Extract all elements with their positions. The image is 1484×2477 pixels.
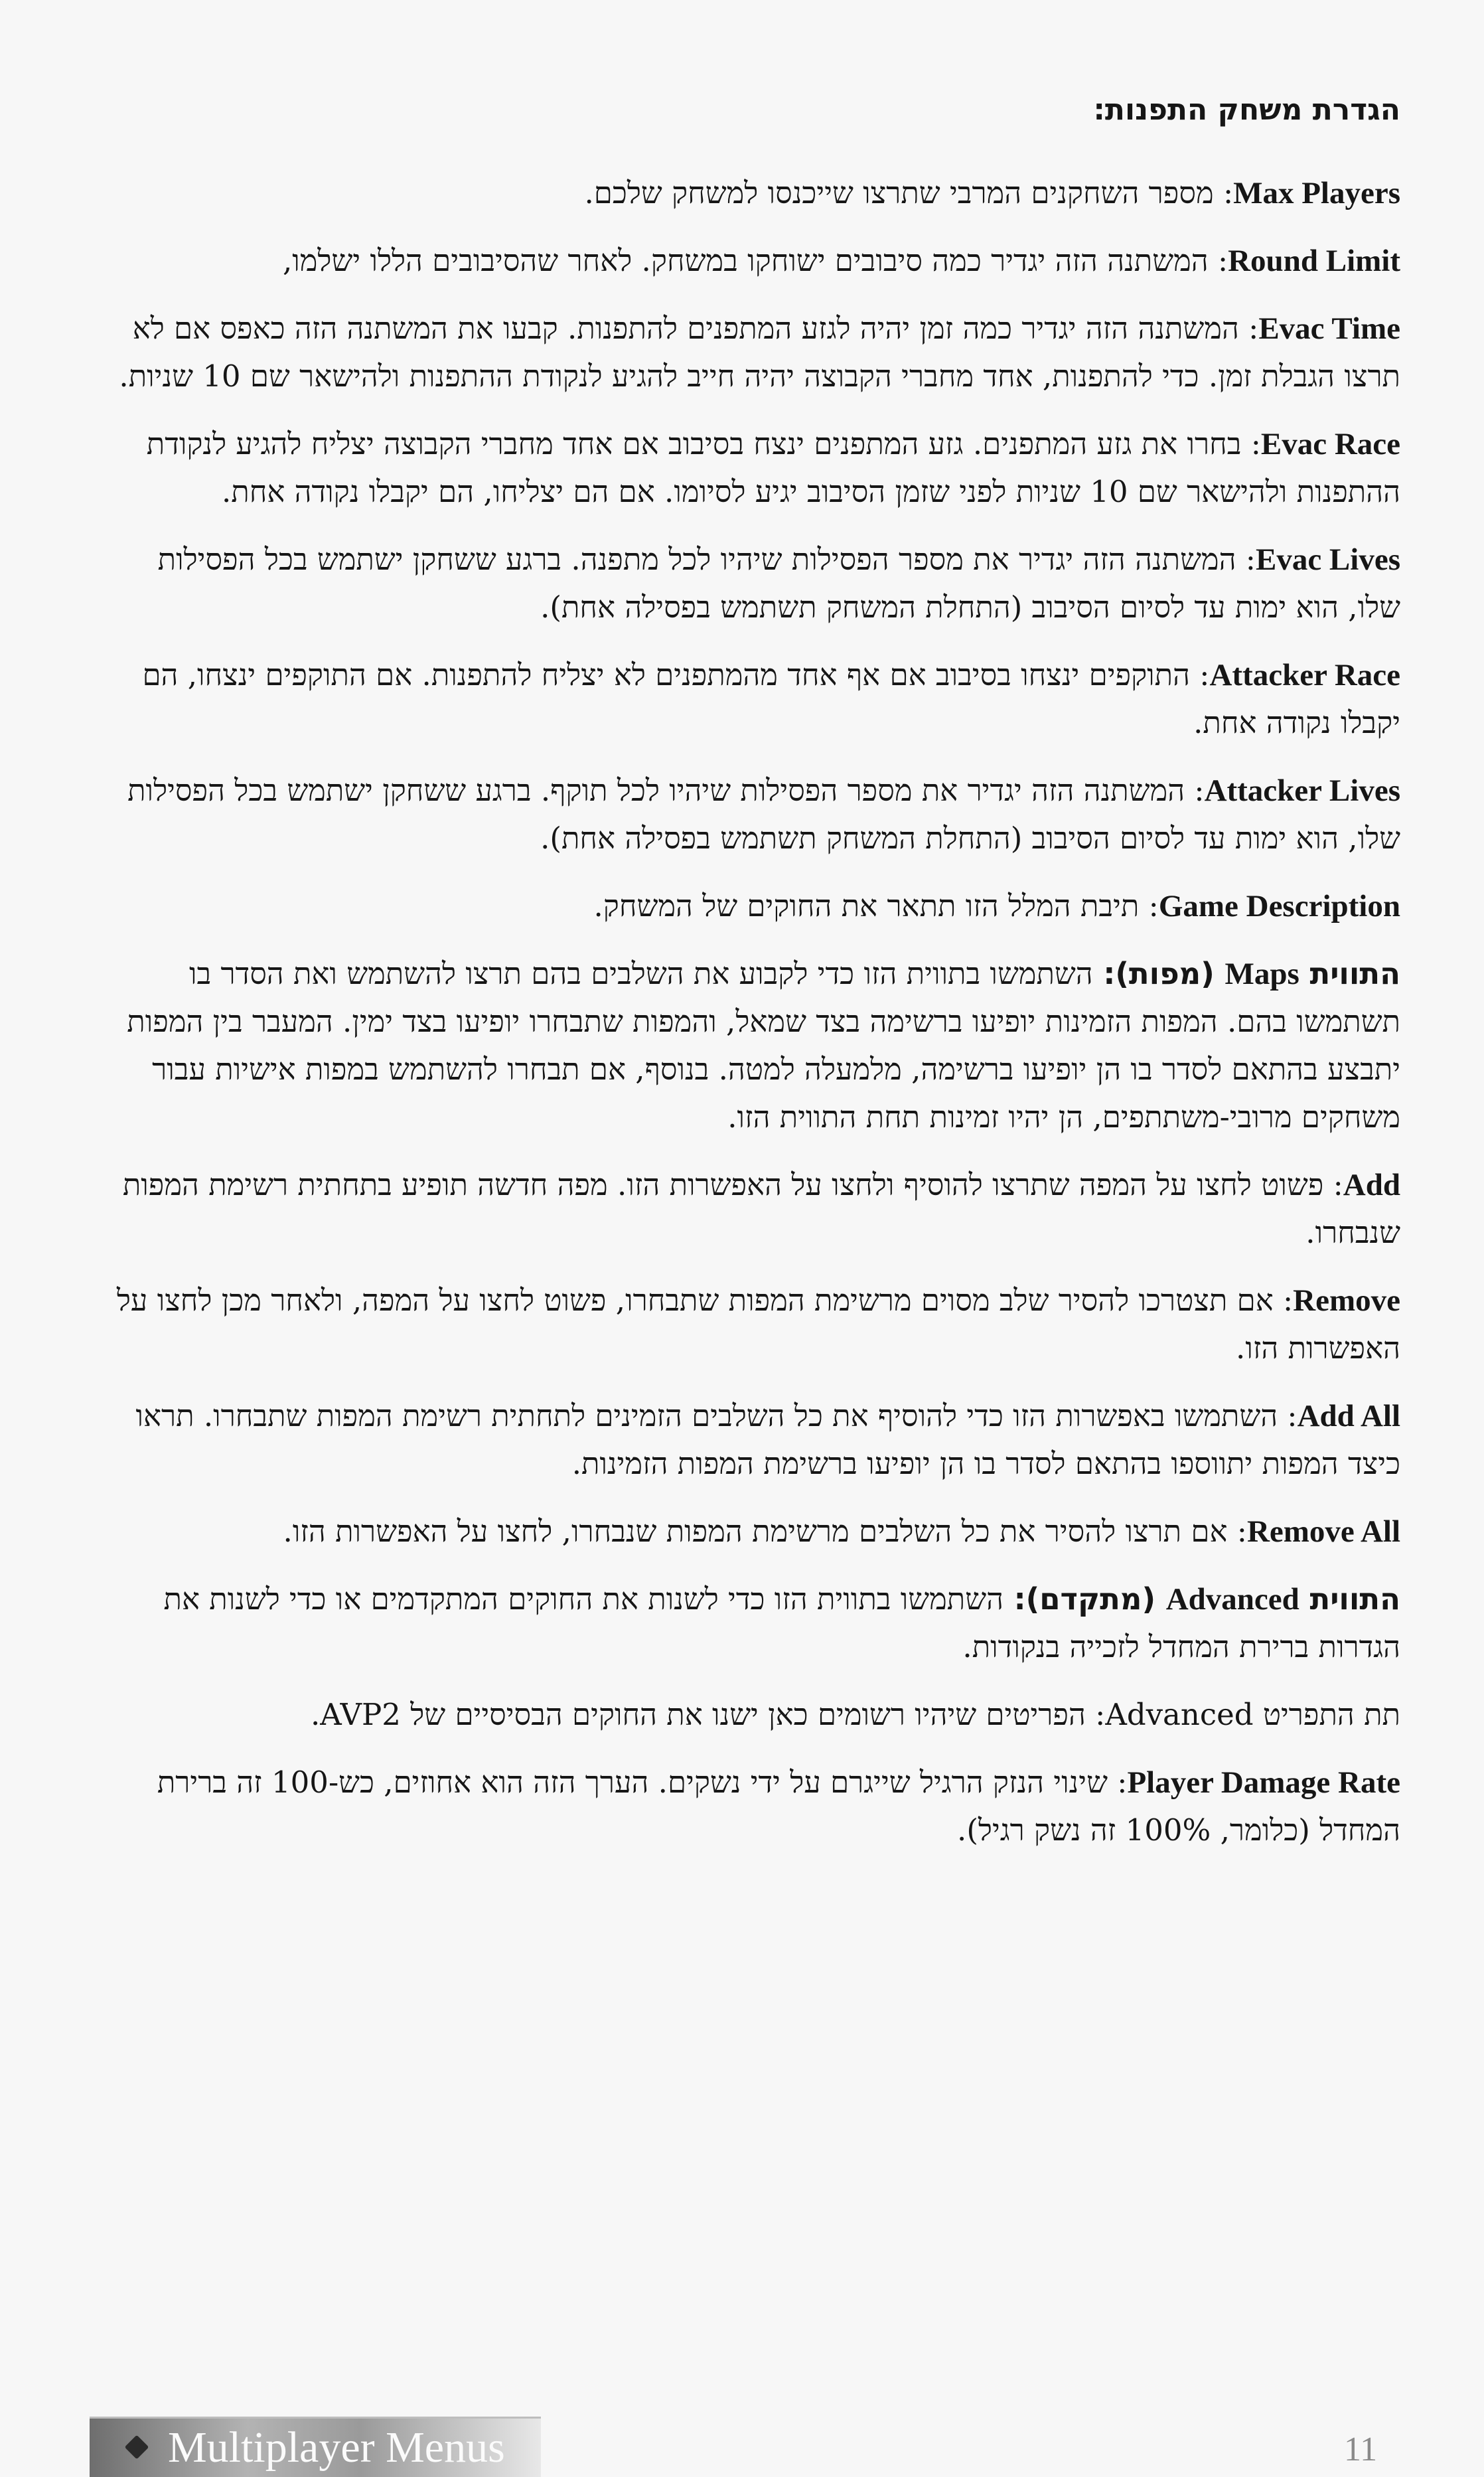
paragraph-attacker-race bbox=[106, 651, 1400, 747]
paragraph-evac-time bbox=[106, 305, 1400, 400]
paragraph-text: בחרו את גזע המתפנים. גזע המתפנים ינצח בסיבוב אם אחד מחברי הקבוצה יצליח להגיע לנקודת ההתפנות ולהישאר שם 10 שניות לפני שזמן הסיבוב יגיע לסיומו. אם הם יצליחו, הם יקבלו נקודה אחת. bbox=[146, 426, 1400, 509]
term-label: Evac Lives bbox=[1255, 542, 1400, 577]
term-separator: : bbox=[1185, 773, 1205, 808]
paragraph-text: המשתנה הזה יגדיר את מספר הפסילות שיהיו לכל תוקף. ברגע ששחקן ישתמש בכל הפסילות שלו, הוא ימות עד לסיום הסיבוב (התחלת המשחק תשתמש בפסילה אחת). bbox=[127, 773, 1400, 856]
bullet-icon bbox=[125, 2435, 149, 2460]
term-label: Evac Race bbox=[1260, 427, 1400, 461]
term-separator: (מתקדם): bbox=[1003, 1581, 1166, 1617]
term-label: Round Limit bbox=[1228, 244, 1400, 278]
paragraph-attacker-lives bbox=[106, 767, 1400, 862]
term-separator: : bbox=[1139, 888, 1159, 923]
term-separator: : bbox=[1278, 1398, 1298, 1433]
paragraph-maps-tab bbox=[106, 950, 1400, 1141]
paragraph-evac-race bbox=[106, 420, 1400, 516]
term-separator: : bbox=[1323, 1167, 1343, 1202]
term-separator: : bbox=[1273, 1283, 1294, 1318]
paragraph-text: השתמשו בתווית הזו כדי לקבוע את השלבים בהם תרצו להשתמש ואת הסדר בו תשתמשו בהם. המפות הזמינות יופיעו ברשימה בצד שמאל, והמפות שתבחרו יופיעו בצד ימין. המעבר בין המפות יתבצע בהתאם לסדר בו הן יופיעו ברשימה, מלמעלה למטה. בנוסף, אם תבחרו להשתמש במפות אישיות עבור משחקים מרובי-משתתפים, הן יהיו זמינות תחת התווית הזו. bbox=[127, 956, 1400, 1135]
term-label: Game Description bbox=[1158, 889, 1400, 923]
term-separator: : bbox=[1107, 1765, 1128, 1800]
page-content bbox=[106, 93, 1400, 1874]
paragraph-text: התוקפים ינצחו בסיבוב אם אף אחד מהמתפנים לא יצליח להתפנות. אם התוקפים ינצחו, הם יקבלו נקודה אחת. bbox=[142, 657, 1400, 740]
paragraph-text: תת התפריט Advanced: הפריטים שיהיו רשומים כאן ישנו את החוקים הבסיסיים של AVP2. bbox=[310, 1697, 1400, 1732]
paragraph-remove-all bbox=[106, 1508, 1400, 1556]
term-label: Add All bbox=[1297, 1399, 1400, 1433]
paragraph-add-all bbox=[106, 1392, 1400, 1488]
paragraph-round-limit bbox=[106, 237, 1400, 285]
paragraph-max-players bbox=[106, 169, 1400, 217]
term-label: Maps bbox=[1224, 957, 1299, 991]
paragraph-text: המשתנה הזה יגדיר כמה סיבובים ישוחקו במשחק. לאחר שהסיבובים הללו ישלמו, bbox=[282, 243, 1209, 278]
paragraph-text: אם תצטרכו להסיר שלב מסוים מרשימת המפות שתבחרו, פשוט לחצו על המפה, ולאחר מכן לחצו על האפשרות הזו. bbox=[116, 1283, 1400, 1366]
term-label: Evac Time bbox=[1258, 311, 1400, 346]
paragraph-advanced-tab bbox=[106, 1575, 1400, 1671]
term-label: Attacker Lives bbox=[1204, 773, 1400, 808]
term-separator: (מפות): bbox=[1092, 956, 1225, 991]
paragraph-text: פשוט לחצו על המפה שתרצו להוסיף ולחצו על האפשרות הזו. מפה חדשה תופיע בתחתית רשימת המפות שנבחרו. bbox=[122, 1167, 1400, 1250]
term-separator: : bbox=[1213, 175, 1234, 210]
term-separator: : bbox=[1241, 426, 1261, 461]
paragraph-prefix: התווית bbox=[1299, 1581, 1400, 1617]
page-heading: הגדרת משחק התפנות: bbox=[1093, 93, 1400, 127]
paragraph-prefix: התווית bbox=[1299, 956, 1400, 991]
term-separator: : bbox=[1238, 311, 1259, 346]
term-separator: : bbox=[1236, 542, 1256, 577]
term-label: Remove bbox=[1293, 1283, 1400, 1318]
term-label: Advanced bbox=[1165, 1582, 1299, 1617]
paragraph-text: מספר השחקנים המרבי שתרצו שייכנסו למשחק שלכם. bbox=[584, 175, 1214, 210]
footer-section-title: Multiplayer Menus bbox=[168, 2423, 505, 2472]
paragraph-advanced-submenu bbox=[106, 1691, 1400, 1739]
paragraph-remove bbox=[106, 1277, 1400, 1372]
term-label: Attacker Race bbox=[1209, 658, 1400, 692]
paragraph-text: אם תרצו להסיר את כל השלבים מרשימת המפות שנבחרו, לחצו על האפשרות הזו. bbox=[283, 1514, 1228, 1549]
paragraph-add bbox=[106, 1161, 1400, 1257]
paragraph-player-damage-rate bbox=[106, 1759, 1400, 1854]
paragraph-text: שינוי הנזק הרגיל שייגרם על ידי נשקים. הערך הזה הוא אחוזים, כש-100 זה ברירת המחדל (כלומר, 100% זה נשק רגיל). bbox=[157, 1765, 1400, 1848]
term-label: Player Damage Rate bbox=[1127, 1765, 1400, 1800]
term-separator: : bbox=[1227, 1514, 1247, 1549]
paragraph-game-description bbox=[106, 882, 1400, 930]
paragraph-text: השתמשו בתווית הזו כדי לשנות את החוקים המתקדמים או כדי לשנות את הגדרות ברירת המחדל לזכייה בנקודות. bbox=[163, 1581, 1400, 1664]
term-label: Remove All bbox=[1246, 1514, 1400, 1549]
footer-section-bar bbox=[90, 2417, 541, 2477]
paragraph-text: תיבת המלל הזו תתאר את החוקים של המשחק. bbox=[593, 888, 1140, 923]
paragraph-text: המשתנה הזה יגדיר את מספר הפסילות שיהיו לכל מתפנה. ברגע ששחקן ישתמש בכל הפסילות שלו, הוא ימות עד לסיום הסיבוב (התחלת המשחק תשתמש בפסילה אחת). bbox=[157, 542, 1400, 625]
page-number: 11 bbox=[1344, 2431, 1378, 2468]
term-separator: : bbox=[1208, 243, 1228, 278]
term-separator: : bbox=[1190, 657, 1210, 692]
paragraph-evac-lives bbox=[106, 536, 1400, 631]
paragraph-text: המשתנה הזה יגדיר כמה זמן יהיה לגזע המתפנים להתפנות. קבעו את המשתנה הזה כאפס אם לא תרצו הגבלת זמן. כדי להתפנות, אחד מחברי הקבוצה יהיה חייב להגיע לנקודת ההתפנות ולהישאר שם 10 שניות. bbox=[119, 311, 1400, 394]
paragraph-text: השתמשו באפשרות הזו כדי להוסיף את כל השלבים הזמינים לתחתית רשימת המפות שתבחרו. תראו כיצד המפות יתווספו בהתאם לסדר בו הן יופיעו ברשימת המפות הזמינות. bbox=[135, 1398, 1400, 1481]
term-label: Max Players bbox=[1233, 176, 1400, 210]
term-label: Add bbox=[1343, 1168, 1400, 1202]
